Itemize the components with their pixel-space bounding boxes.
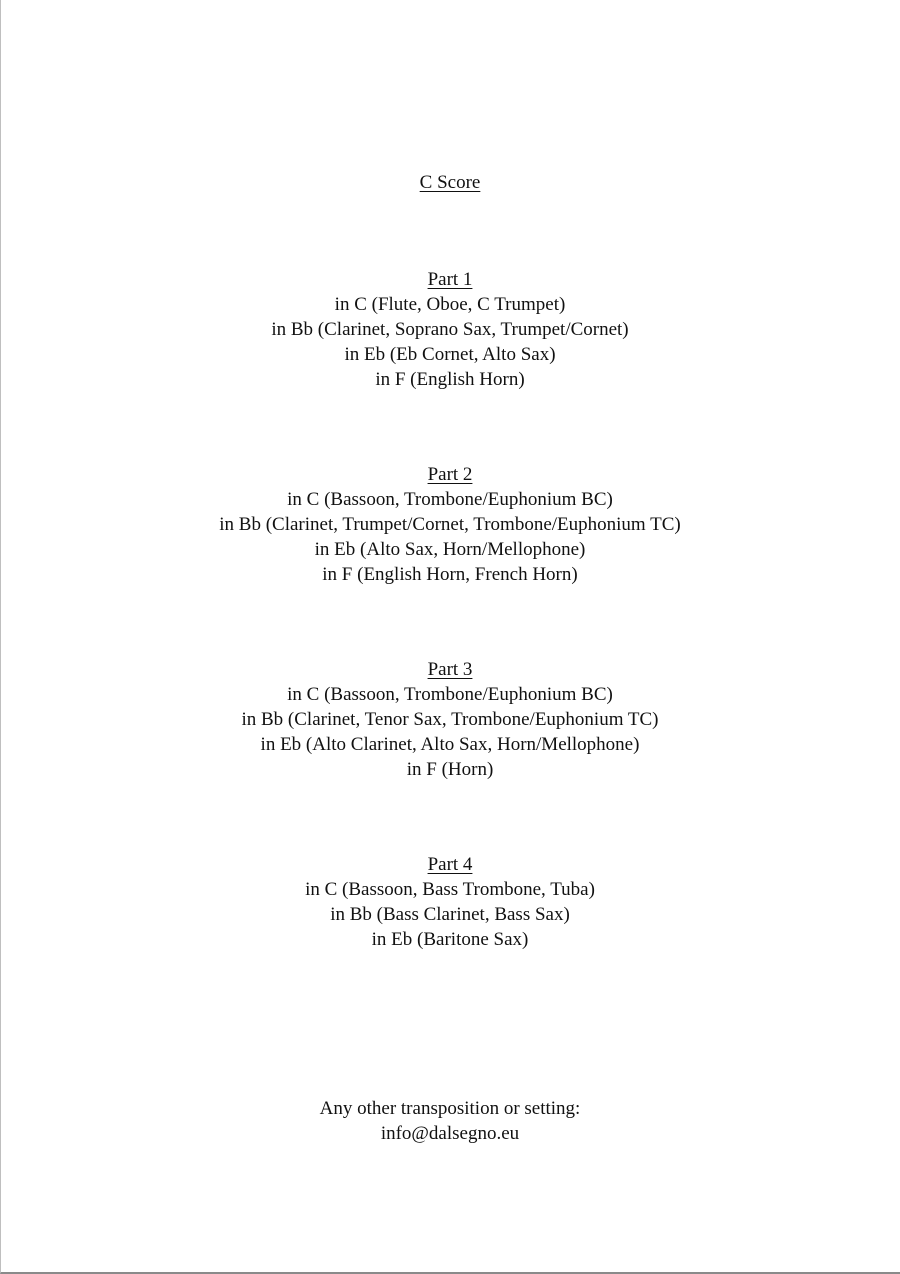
part-3-line: in C (Bassoon, Trombone/Euphonium BC) bbox=[287, 684, 613, 705]
part-4-line: in Eb (Baritone Sax) bbox=[371, 929, 529, 950]
part-1-heading: Part 1 bbox=[427, 269, 473, 290]
part-4-line: in C (Bassoon, Bass Trombone, Tuba) bbox=[305, 879, 595, 900]
part-3-line: in Bb (Clarinet, Tenor Sax, Trombone/Euphonium TC) bbox=[241, 709, 659, 730]
part-1-line: in F (English Horn) bbox=[375, 369, 525, 390]
contact-email: info@dalsegno.eu bbox=[380, 1123, 520, 1144]
part-1-line: in Eb (Eb Cornet, Alto Sax) bbox=[344, 344, 556, 365]
part-4-line: in Bb (Bass Clarinet, Bass Sax) bbox=[330, 904, 570, 925]
score-title: C Score bbox=[419, 172, 481, 193]
part-3-line: in F (Horn) bbox=[406, 759, 494, 780]
part-2-line: in C (Bassoon, Trombone/Euphonium BC) bbox=[287, 489, 613, 510]
part-2-line: in Bb (Clarinet, Trumpet/Cornet, Trombone/Euphonium TC) bbox=[219, 514, 681, 535]
part-2-heading: Part 2 bbox=[427, 464, 473, 485]
part-3-line: in Eb (Alto Clarinet, Alto Sax, Horn/Mellophone) bbox=[260, 734, 640, 755]
part-3-heading: Part 3 bbox=[427, 659, 473, 680]
contact-note: Any other transposition or setting: bbox=[319, 1098, 581, 1119]
part-1-line: in C (Flute, Oboe, C Trumpet) bbox=[334, 294, 566, 315]
part-1-line: in Bb (Clarinet, Soprano Sax, Trumpet/Cornet) bbox=[271, 319, 629, 340]
part-4-heading: Part 4 bbox=[427, 854, 473, 875]
part-2-line: in Eb (Alto Sax, Horn/Mellophone) bbox=[314, 539, 586, 560]
part-2-line: in F (English Horn, French Horn) bbox=[322, 564, 578, 585]
